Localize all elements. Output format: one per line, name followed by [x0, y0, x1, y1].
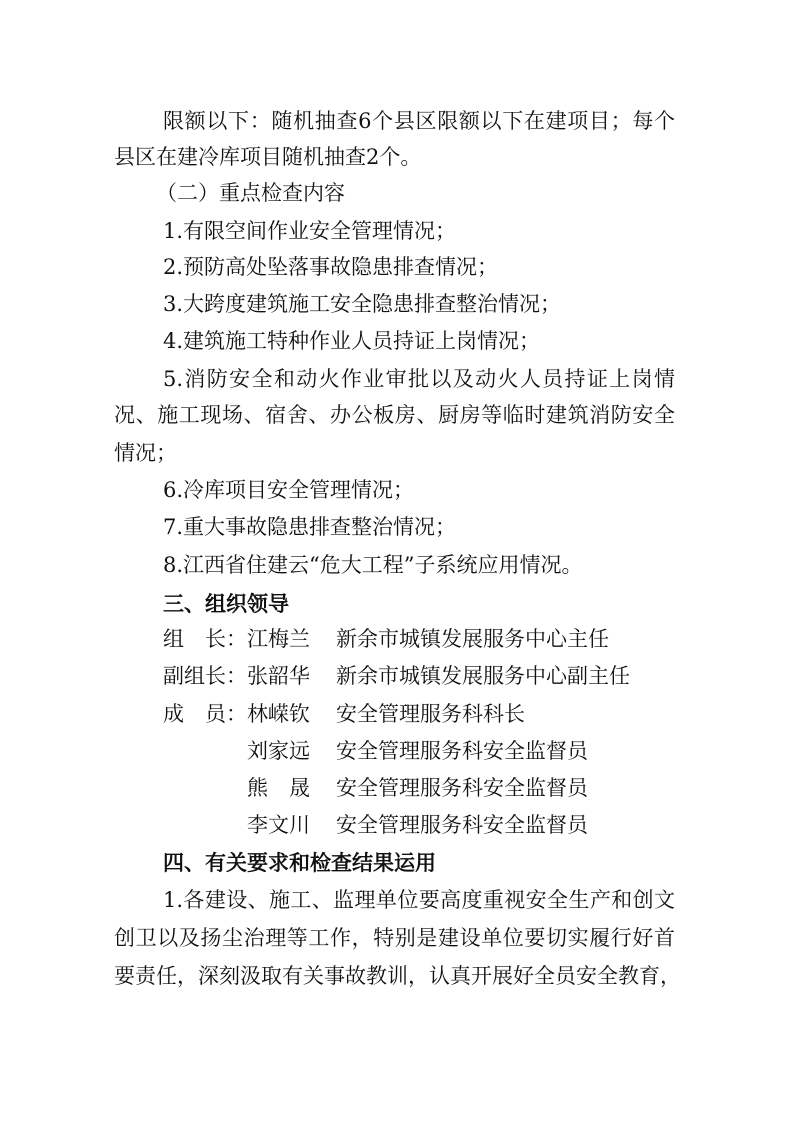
leader-role: 组 长：: [163, 627, 247, 651]
intro-line-2: 县区在建冷库项目随机抽查2个。: [114, 145, 422, 169]
member-title: 安全管理服务科安全监督员: [336, 776, 588, 800]
check-item-8: 8.江西省住建云“危大工程”子系统应用情况。: [163, 553, 583, 577]
member-title: 安全管理服务科安全监督员: [336, 813, 588, 837]
check-item-5-line-1: 5.消防安全和动火作业审批以及动火人员持证上岗情: [163, 367, 675, 391]
check-item-5-line-3: 情况；: [114, 441, 177, 465]
check-item-2: 2.预防高处坠落事故隐患排查情况；: [163, 255, 499, 279]
leader-name: 江梅兰: [247, 627, 310, 651]
leader-title: 新余市城镇发展服务中心主任: [336, 627, 609, 651]
member-title: 安全管理服务科安全监督员: [336, 739, 588, 763]
member-name: 刘家远: [247, 739, 310, 763]
check-item-1: 1.有限空间作业安全管理情况；: [163, 219, 457, 243]
requirement-1-line-2: 创卫以及扬尘治理等工作，特别是建设单位要切实履行好首: [114, 926, 675, 950]
members-role: 成 员：: [163, 702, 247, 726]
check-item-7: 7.重大事故隐患排查整治情况；: [163, 515, 457, 539]
requirement-1-line-3: 要责任，深刻汲取有关事故教训，认真开展好全员安全教育，: [114, 964, 681, 988]
member-name: 熊 晟: [247, 776, 310, 800]
check-item-3: 3.大跨度建筑施工安全隐患排查整治情况；: [163, 292, 562, 316]
requirement-1-line-1: 1.各建设、施工、监理单位要高度重视安全生产和创文: [163, 888, 675, 912]
section-2-sub-heading: （二）重点检查内容: [156, 181, 345, 205]
deputy-name: 张韶华: [247, 664, 310, 688]
deputy-title: 新余市城镇发展服务中心副主任: [336, 664, 630, 688]
deputy-role: 副组长：: [163, 664, 247, 688]
intro-line-1: 限额以下：随机抽查6个县区限额以下在建项目；每个: [163, 109, 675, 133]
member-name: 李文川: [247, 813, 310, 837]
section-4-heading: 四、有关要求和检查结果运用: [163, 851, 436, 875]
section-3-heading: 三、组织领导: [163, 592, 289, 616]
check-item-5-line-2: 况、施工现场、宿舍、办公板房、厨房等临时建筑消防安全: [114, 403, 675, 427]
member-title: 安全管理服务科科长: [336, 702, 525, 726]
check-item-4: 4.建筑施工特种作业人员持证上岗情况；: [163, 329, 541, 353]
member-name: 林嵘钦: [247, 702, 310, 726]
check-item-6: 6.冷库项目安全管理情况；: [163, 478, 415, 502]
